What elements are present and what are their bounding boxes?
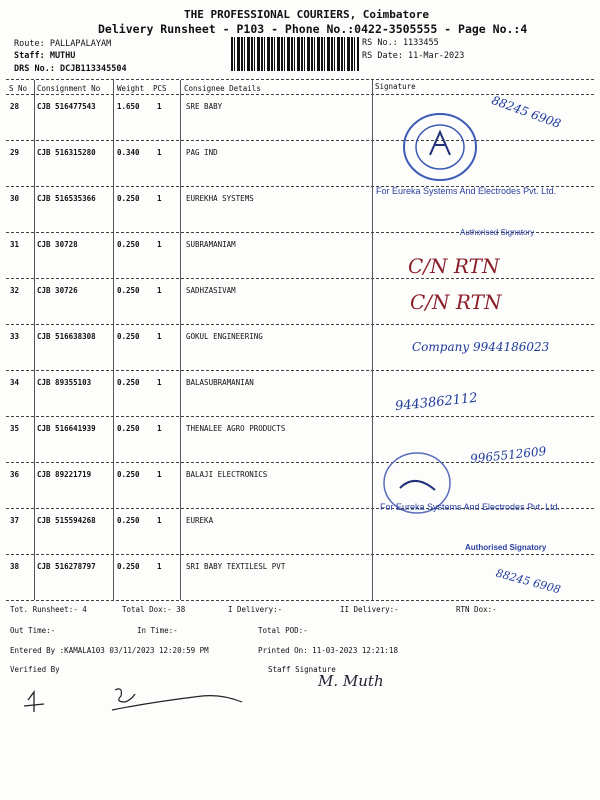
handwritten-phone-row34: 9443862112 bbox=[394, 390, 479, 415]
total-runsheet: Tot. Runsheet:- 4 bbox=[10, 605, 87, 614]
row-weight: 0.250 bbox=[117, 240, 140, 249]
col-header-sno: S No bbox=[9, 84, 28, 93]
row-divider bbox=[6, 554, 594, 555]
staff-label: Staff: MUTHU bbox=[14, 51, 76, 61]
row-pcs: 1 bbox=[157, 194, 162, 203]
stamp-company-name: For Eureka Systems And Electrodes Pvt. Ltd. bbox=[380, 502, 561, 512]
row-consignment-no: CJB 89221719 bbox=[37, 470, 92, 479]
rs-number: RS No.: 1133455 bbox=[362, 38, 439, 48]
row-consignment-no: CJB 89355103 bbox=[37, 378, 92, 387]
col-header-weight: Weight bbox=[117, 84, 145, 93]
row-consignee: SRE BABY bbox=[186, 102, 223, 111]
divider bbox=[6, 79, 594, 80]
row-pcs: 1 bbox=[157, 562, 162, 571]
row-sno: 38 bbox=[10, 562, 20, 571]
row-weight: 0.250 bbox=[117, 332, 140, 341]
stamp-company-name: For Eureka Systems And Electrodes Pvt. Ltd. bbox=[376, 186, 557, 196]
row-pcs: 1 bbox=[157, 148, 162, 157]
column-rule bbox=[34, 80, 35, 600]
divider bbox=[6, 600, 594, 601]
row-consignee: BALAJI ELECTRONICS bbox=[186, 470, 268, 479]
row-weight: 1.650 bbox=[117, 102, 140, 111]
company-title: THE PROFESSIONAL COURIERS, Coimbatore bbox=[184, 8, 430, 21]
row-consignee: THENALEE AGRO PRODUCTS bbox=[186, 424, 286, 433]
row-divider bbox=[6, 416, 594, 417]
row-sno: 32 bbox=[10, 286, 20, 295]
row-weight: 0.250 bbox=[117, 516, 140, 525]
stamp-authorised-signatory: Authorised Signatory bbox=[465, 543, 547, 552]
col-header-pcs: PCS bbox=[153, 84, 167, 93]
row-sno: 30 bbox=[10, 194, 20, 203]
row-consignment-no: CJB 516315280 bbox=[37, 148, 96, 157]
printed-on: Printed On: 11-03-2023 12:21:18 bbox=[258, 646, 398, 655]
row-pcs: 1 bbox=[157, 424, 162, 433]
handwritten-cn-rtn-row31: C/N RTN bbox=[408, 254, 500, 278]
verifier-signatures bbox=[20, 680, 260, 720]
row-pcs: 1 bbox=[157, 378, 162, 387]
row-weight: 0.250 bbox=[117, 378, 140, 387]
row-weight: 0.250 bbox=[117, 562, 140, 571]
row-consignment-no: CJB 30728 bbox=[37, 240, 78, 249]
out-time: Out Time:- bbox=[10, 626, 56, 635]
row-divider bbox=[6, 324, 594, 325]
total-pod: Total POD:- bbox=[258, 626, 308, 635]
first-delivery: I Delivery:- bbox=[228, 605, 283, 614]
row-divider bbox=[6, 370, 594, 371]
row-weight: 0.250 bbox=[117, 286, 140, 295]
row-divider bbox=[6, 140, 594, 141]
column-rule bbox=[180, 80, 181, 600]
row-consignment-no: CJB 30726 bbox=[37, 286, 78, 295]
row-weight: 0.250 bbox=[117, 424, 140, 433]
row-weight: 0.250 bbox=[117, 194, 140, 203]
row-consignment-no: CJB 515594268 bbox=[37, 516, 96, 525]
handwritten-cn-rtn-row32: C/N RTN bbox=[410, 290, 502, 314]
row-weight: 0.250 bbox=[117, 470, 140, 479]
row-pcs: 1 bbox=[157, 516, 162, 525]
total-dox: Total Dox:- 38 bbox=[122, 605, 186, 614]
staff-handwritten-signature: M. Muth bbox=[318, 672, 384, 690]
row-sno: 36 bbox=[10, 470, 20, 479]
in-time: In Time:- bbox=[137, 626, 178, 635]
rtn-dox: RTN Dox:- bbox=[456, 605, 497, 614]
col-header-consignment: Consignment No bbox=[37, 84, 101, 93]
row-sno: 28 bbox=[10, 102, 20, 111]
row-consignee: SRI BABY TEXTILESL PVT bbox=[186, 562, 286, 571]
row-consignee: PAG IND bbox=[186, 148, 218, 157]
row-sno: 37 bbox=[10, 516, 20, 525]
row-pcs: 1 bbox=[157, 286, 162, 295]
col-header-consignee: Consignee Details bbox=[184, 84, 261, 93]
row-pcs: 1 bbox=[157, 102, 162, 111]
row-weight: 0.340 bbox=[117, 148, 140, 157]
handwritten-note-row33: Company 9944186023 bbox=[412, 340, 550, 354]
entered-by: Entered By :KAMALA103 03/11/2023 12:20:59 PM bbox=[10, 646, 209, 655]
second-delivery: II Delivery:- bbox=[340, 605, 399, 614]
row-consignment-no: CJB 516477543 bbox=[37, 102, 96, 111]
row-consignee: BALASUBRAMANIAN bbox=[186, 378, 254, 387]
drs-number: DRS No.: DCJB113345504 bbox=[14, 64, 127, 74]
column-rule bbox=[113, 80, 114, 600]
row-consignee: SADHZASIVAM bbox=[186, 286, 236, 295]
row-pcs: 1 bbox=[157, 240, 162, 249]
row-consignment-no: CJB 516641939 bbox=[37, 424, 96, 433]
row-consignment-no: CJB 516638308 bbox=[37, 332, 96, 341]
row-pcs: 1 bbox=[157, 332, 162, 341]
col-header-signature: Signature bbox=[375, 82, 416, 91]
row-consignee: EUREKA bbox=[186, 516, 214, 525]
row-consignee: SUBRAMANIAM bbox=[186, 240, 236, 249]
row-sno: 31 bbox=[10, 240, 20, 249]
handwritten-phone-row35: 9965512609 bbox=[469, 444, 547, 466]
row-sno: 35 bbox=[10, 424, 20, 433]
company-seal-stamp bbox=[400, 110, 480, 185]
row-consignee: EUREKHA SYSTEMS bbox=[186, 194, 254, 203]
rs-date: RS Date: 11-Mar-2023 bbox=[362, 51, 465, 61]
row-sno: 34 bbox=[10, 378, 20, 387]
runsheet-subtitle: Delivery Runsheet - P103 - Phone No.:0422-3505555 - Page No.:4 bbox=[98, 22, 528, 36]
staff-signature-label: Staff Signature bbox=[268, 665, 336, 674]
handwritten-signature-row38: 88245 6908 bbox=[494, 566, 563, 597]
divider bbox=[6, 94, 594, 95]
verified-by-label: Verified By bbox=[10, 665, 60, 674]
row-divider bbox=[6, 278, 594, 279]
row-consignment-no: CJB 516535366 bbox=[37, 194, 96, 203]
row-consignment-no: CJB 516278797 bbox=[37, 562, 96, 571]
stamp-authorised-signatory: Authorised Signatory bbox=[460, 228, 535, 237]
handwritten-signature-row28: 88245 6908 bbox=[489, 93, 563, 131]
row-pcs: 1 bbox=[157, 470, 162, 479]
row-sno: 33 bbox=[10, 332, 20, 341]
row-consignee: GOKUL ENGINEERING bbox=[186, 332, 263, 341]
row-sno: 29 bbox=[10, 148, 20, 157]
column-rule bbox=[372, 80, 373, 600]
barcode bbox=[231, 37, 359, 71]
route-label: Route: PALLAPALAYAM bbox=[14, 39, 112, 49]
